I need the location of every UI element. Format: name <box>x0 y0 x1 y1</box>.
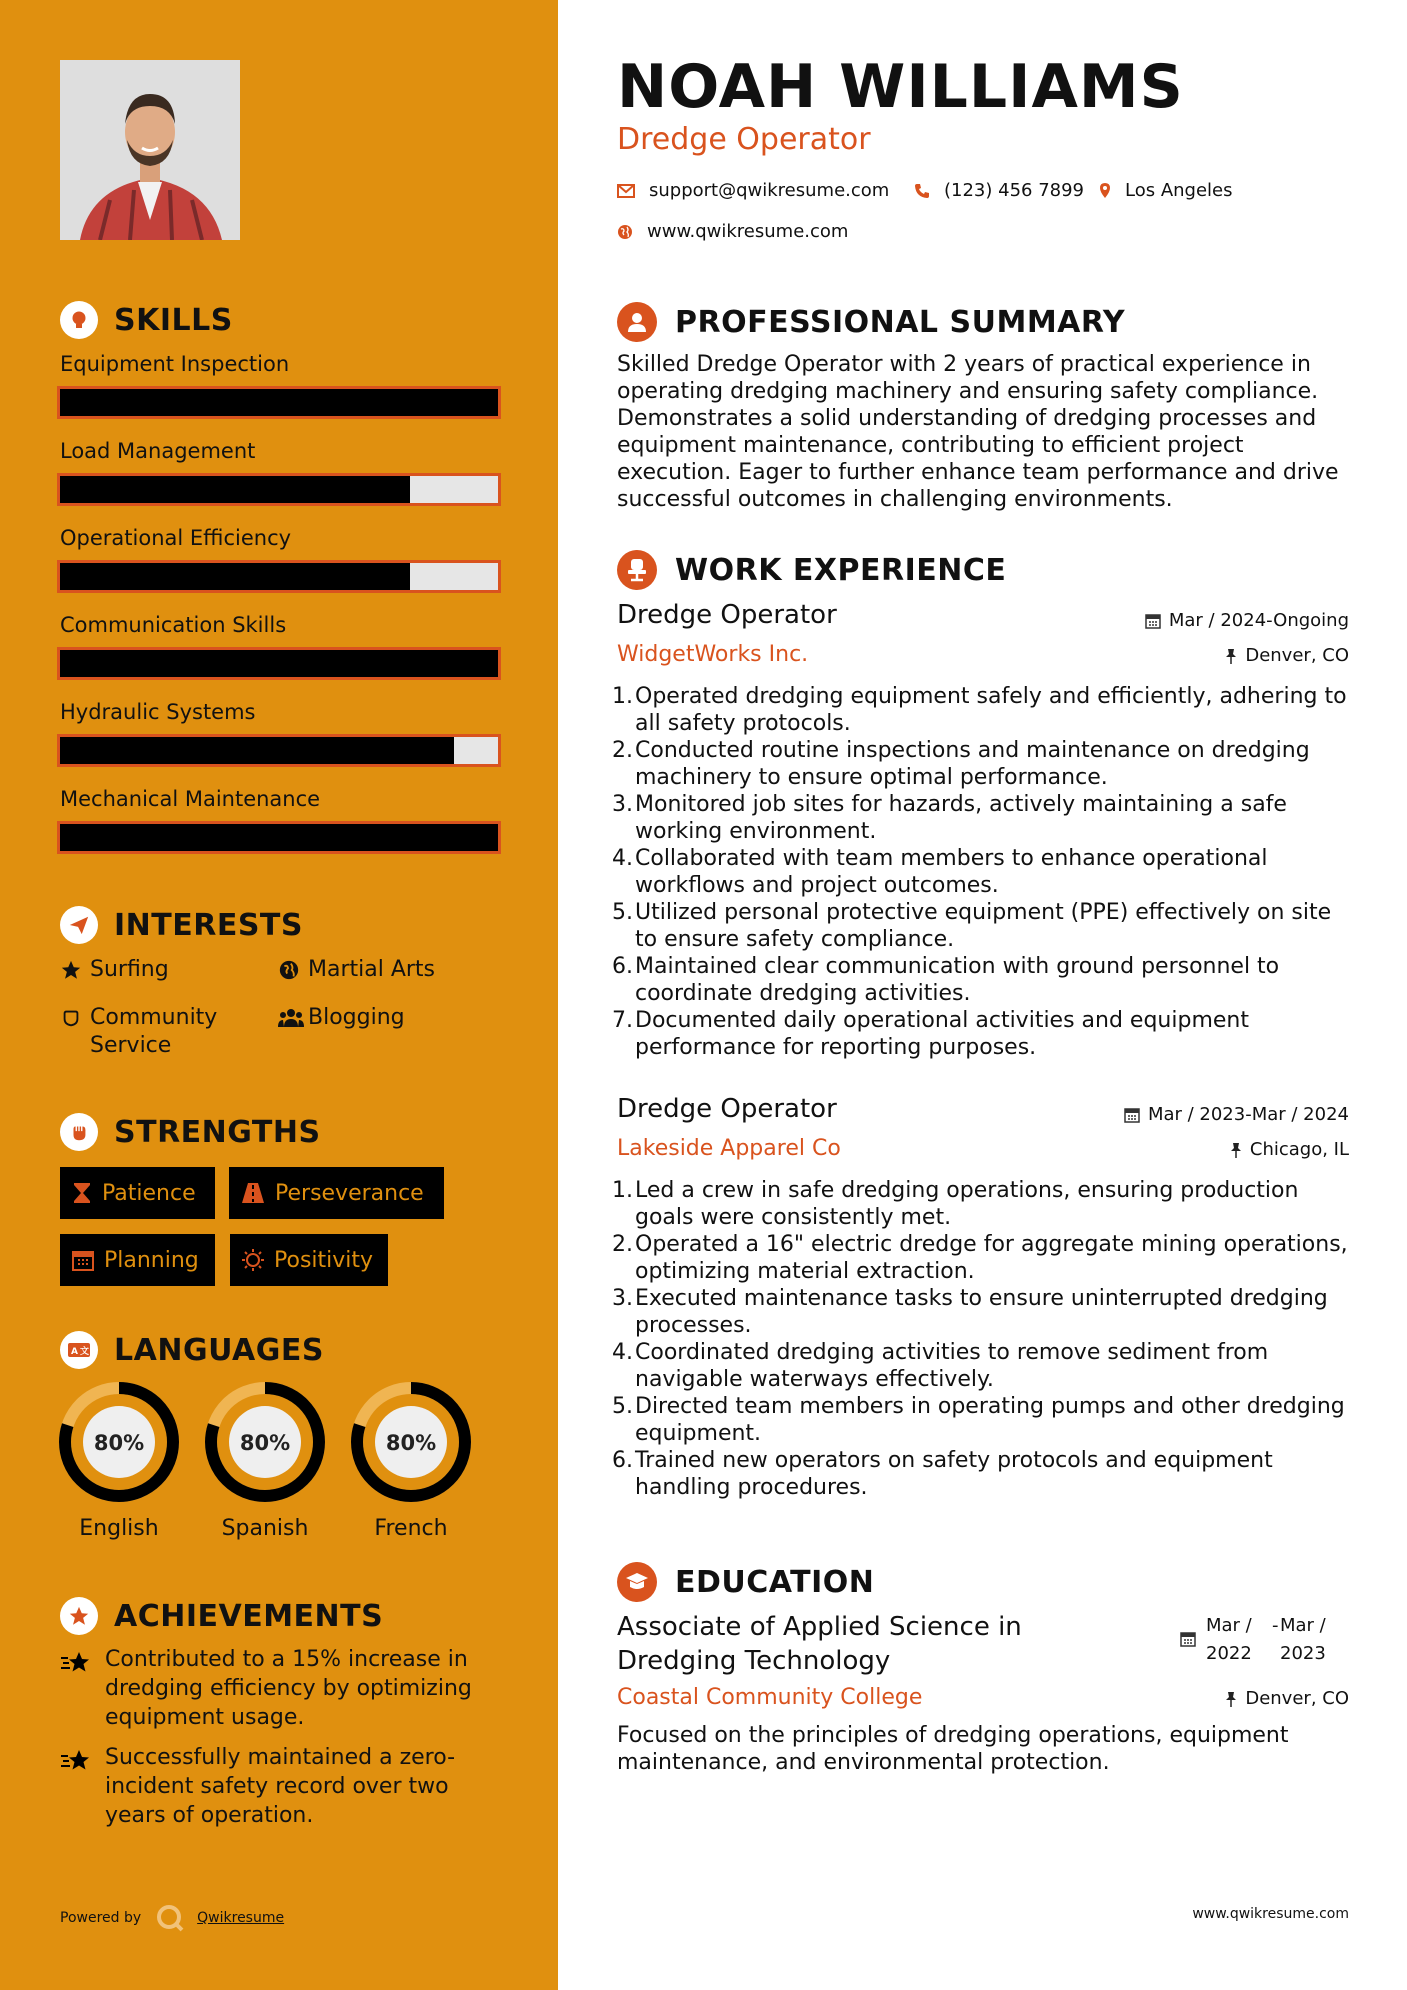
road-icon <box>241 1182 265 1204</box>
job-title: Dredge Operator <box>617 1094 837 1124</box>
interest-item: Martial Arts <box>278 956 435 984</box>
skill-bar <box>57 647 501 680</box>
graduation-icon <box>617 1562 657 1602</box>
sun-icon <box>242 1249 264 1271</box>
shooting-star-icon <box>60 1743 105 1830</box>
qwikresume-link[interactable]: Qwikresume <box>197 1910 285 1926</box>
language-icon <box>60 1331 98 1369</box>
list-item: 1. Operated dredging equipment safely and efficiently, adhering to all safety protocols. <box>612 684 1347 736</box>
globe-icon <box>278 956 308 984</box>
job-title: Dredge Operator <box>617 600 837 630</box>
skill-label: Operational Efficiency <box>60 526 292 550</box>
skill-bar <box>57 386 501 419</box>
skill-bar <box>57 734 501 767</box>
hand-icon <box>60 1004 90 1032</box>
education-heading <box>617 1560 874 1604</box>
skill-bar <box>57 560 501 593</box>
list-item: 4. Coordinated dredging activities to remove sediment from navigable waterways effectively. <box>612 1340 1269 1392</box>
language-gauge <box>203 1380 327 1504</box>
users-icon <box>278 1004 308 1032</box>
footer-url[interactable]: www.qwikresume.com <box>1192 1906 1349 1922</box>
strengths-heading <box>60 1112 321 1152</box>
globe-icon <box>617 224 633 240</box>
list-item: 7. Documented daily operational activities and equipment performance for reporting purposes. <box>612 1008 1249 1060</box>
paper-plane-icon <box>60 906 98 944</box>
education-title: EDUCATION <box>675 1564 875 1600</box>
lightbulb-icon <box>60 301 98 339</box>
skill-bar <box>57 473 501 506</box>
languages-title: LANGUAGES <box>114 1332 324 1368</box>
hourglass-icon <box>72 1182 92 1204</box>
skill-label: Hydraulic Systems <box>60 700 256 724</box>
interest-item: Community Service <box>60 1004 260 1060</box>
achievement-item: Successfully maintained a zero-incident safety record over two years of operation. <box>60 1743 500 1830</box>
language-percent: 80% <box>239 1431 291 1455</box>
school-name: Coastal Community College <box>617 1685 923 1710</box>
skills-title: SKILLS <box>114 302 233 338</box>
strength-chip: Positivity <box>230 1234 388 1286</box>
skill-label: Load Management <box>60 439 256 463</box>
interests-heading <box>60 905 303 945</box>
avatar <box>60 60 240 240</box>
pushpin-icon <box>1225 648 1237 664</box>
strengths-title: STRENGTHS <box>114 1114 321 1150</box>
education-date: Mar / 2022 - Mar / 2023 <box>1180 1612 1346 1668</box>
education-location: Denver, CO <box>1225 1688 1349 1709</box>
list-item: 4. Collaborated with team members to enhance operational workflows and project outcomes. <box>612 846 1268 898</box>
phone-icon <box>914 183 930 199</box>
office-chair-icon <box>617 550 657 590</box>
job-duties-list <box>612 683 1357 1061</box>
calendar-icon <box>72 1249 94 1271</box>
interest-item: Surfing <box>60 956 169 984</box>
degree-title: Associate of Applied Science in Dredging Technology <box>617 1612 1022 1676</box>
calendar-icon <box>1145 613 1161 629</box>
job-location: Denver, CO <box>1225 645 1349 666</box>
interests-title: INTERESTS <box>114 907 303 943</box>
contact-website[interactable]: www.qwikresume.com <box>617 221 848 242</box>
language-gauge <box>57 1380 181 1504</box>
skills-heading <box>60 300 233 340</box>
language-percent: 80% <box>385 1431 437 1455</box>
skill-bar <box>57 821 501 854</box>
achievement-item: Contributed to a 15% increase in dredging efficiency by optimizing equipment usage. <box>60 1645 500 1732</box>
company-name: Lakeside Apparel Co <box>617 1136 841 1161</box>
summary-heading <box>617 300 1125 344</box>
calendar-icon <box>1180 1612 1196 1668</box>
contact-email[interactable]: support@qwikresume.com <box>617 180 889 201</box>
interest-item: Blogging <box>278 1004 405 1032</box>
language-gauge <box>349 1380 473 1504</box>
languages-heading <box>60 1330 324 1370</box>
calendar-icon <box>1124 1107 1140 1123</box>
star-icon <box>60 956 90 984</box>
list-item: 1. Led a crew in safe dredging operations, ensuring production goals were consistently met. <box>612 1178 1299 1230</box>
language-percent: 80% <box>93 1431 145 1455</box>
list-item: 6. Trained new operators on safety protocols and equipment handling procedures. <box>612 1448 1273 1500</box>
svg-text:文: 文 <box>80 1347 90 1357</box>
achievements-title: ACHIEVEMENTS <box>114 1598 384 1634</box>
powered-by: Powered by Qwikresume <box>60 1903 284 1933</box>
skill-label: Equipment Inspection <box>60 352 290 376</box>
company-name: WidgetWorks Inc. <box>617 642 809 667</box>
summary-title: PROFESSIONAL SUMMARY <box>675 304 1126 340</box>
list-item: 5. Utilized personal protective equipment (PPE) effectively on site to ensure safety compliance. <box>612 900 1332 952</box>
candidate-name: NOAH WILLIAMS <box>617 52 1184 122</box>
list-item: 3. Executed maintenance tasks to ensure uninterrupted dredging processes. <box>612 1286 1328 1338</box>
user-icon <box>617 302 657 342</box>
fist-icon <box>60 1113 98 1151</box>
experience-heading <box>617 548 1006 592</box>
skill-label: Communication Skills <box>60 613 287 637</box>
language-gauge-ring <box>349 1380 473 1504</box>
svg-text:A: A <box>71 1347 78 1357</box>
language-name: Spanish <box>221 1516 309 1541</box>
language-name: English <box>79 1516 159 1541</box>
strength-chip: Perseverance <box>229 1167 444 1219</box>
shooting-star-icon <box>60 1645 105 1732</box>
contact-phone[interactable]: (123) 456 7899 <box>914 180 1084 201</box>
strength-chip: Patience <box>60 1167 215 1219</box>
language-name: French <box>374 1516 448 1541</box>
job-location: Chicago, IL <box>1230 1139 1349 1160</box>
achievements-heading <box>60 1596 383 1636</box>
contact-location: Los Angeles <box>1099 180 1233 201</box>
job-duties-list <box>612 1177 1357 1501</box>
list-item: 2. Operated a 16" electric dredge for aggregate mining operations, optimizing material extraction. <box>612 1232 1348 1284</box>
sidebar <box>0 0 558 1990</box>
pushpin-icon <box>1225 1691 1237 1707</box>
list-item: 6. Maintained clear communication with ground personnel to coordinate dredging activities. <box>612 954 1280 1006</box>
job-date: Mar / 2024-Ongoing <box>1145 610 1349 631</box>
language-gauge-ring <box>57 1380 181 1504</box>
experience-title: WORK EXPERIENCE <box>675 552 1007 588</box>
pushpin-icon <box>1230 1142 1242 1158</box>
language-gauge-ring <box>203 1380 327 1504</box>
envelope-icon <box>617 184 635 198</box>
list-item: 3. Monitored job sites for hazards, actively maintaining a safe working environment. <box>612 792 1287 844</box>
job-date: Mar / 2023-Mar / 2024 <box>1124 1104 1349 1125</box>
candidate-role: Dredge Operator <box>617 122 871 157</box>
strength-chip: Planning <box>60 1234 215 1286</box>
trophy-star-icon <box>60 1597 98 1635</box>
list-item: 2. Conducted routine inspections and maintenance on dredging machinery to ensure optimal performance. <box>612 738 1310 790</box>
skill-label: Mechanical Maintenance <box>60 787 321 811</box>
education-description: Focused on the principles of dredging operations, equipment maintenance, and environmental protection. <box>617 1723 1289 1775</box>
qwikresume-logo-icon <box>155 1903 185 1933</box>
list-item: 5. Directed team members in operating pumps and other dredging equipment. <box>612 1394 1345 1446</box>
summary-text: Skilled Dredge Operator with 2 years of practical experience in operating dredging machinery and ensuring safety compliance. Demonstrates a solid understanding of dredging processes and equipment maintenance, contributing to efficient project execution. Eager to further enhance team performance and drive successful outcomes in challenging environments. <box>617 352 1339 512</box>
map-pin-icon <box>1099 182 1111 199</box>
